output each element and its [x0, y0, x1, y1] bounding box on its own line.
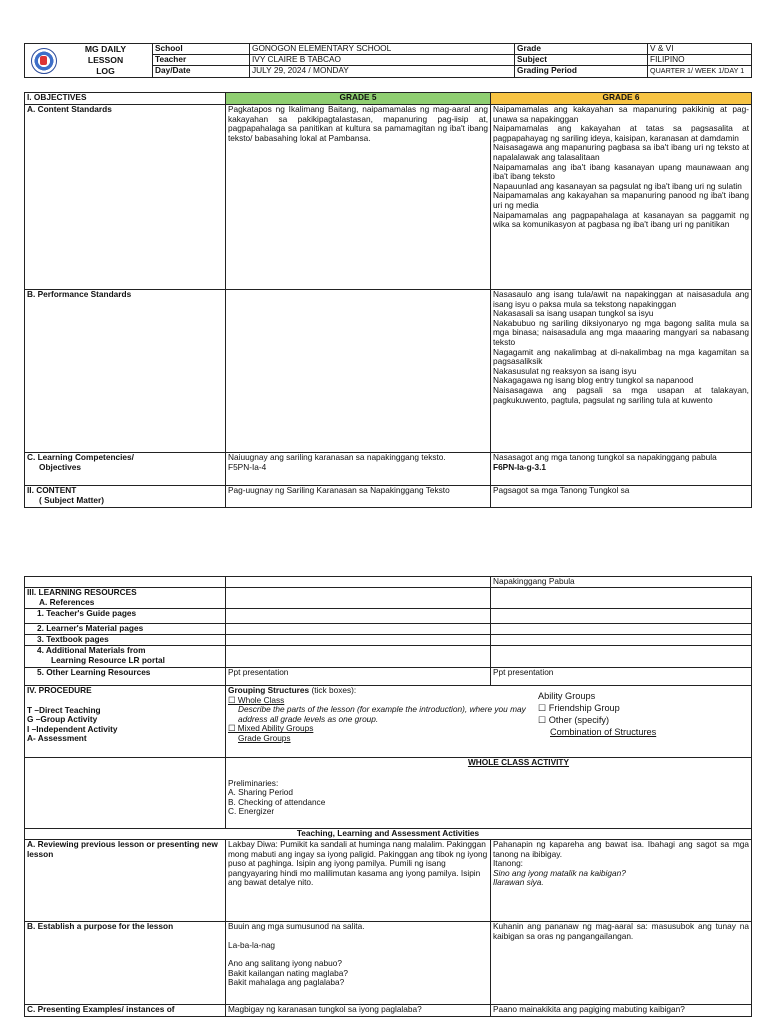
performance-g6-item: Nakagagawa ng isang blog entry tungkol sa napanood: [493, 375, 694, 386]
teacher-value: IVY CLAIRE B TABCAO: [250, 54, 515, 65]
grouping-note: (tick boxes):: [311, 685, 357, 695]
procedure-table: [24, 576, 752, 1017]
content-g6-item: Naisasagawa ang mapanuring pagbasa sa iba't ibang uri ng teksto at napalalawak ang talasalitaan: [493, 142, 749, 162]
purpose-g6: Kuhanin ang pananaw ng mag-aaral sa: masusubok ang tunay na kaibigan sa oras ng pangangailangan.: [491, 922, 752, 1005]
content-g6-item: Naipamamalas ang kakayahan at tatas sa pagsasalita at pagpapahayag ng sariling ideya, kaisipan, karanasan at damdamin: [493, 123, 749, 143]
objectives-table: [24, 92, 752, 508]
legend-item: G –Group Activity: [27, 714, 98, 725]
content-label-line1: II. CONTENT: [27, 485, 77, 495]
purpose-g5-line: La-ba-la-nag: [228, 939, 276, 950]
blank-cell: [491, 588, 752, 609]
review-g6-text: Pahanapin ng kapareha ang bawat isa. Ibahagi ang sagot sa mga tanong na ibibigay.: [493, 839, 749, 859]
objectives-heading: I. OBJECTIVES: [25, 93, 226, 105]
other-resources-g5: Ppt presentation: [226, 668, 491, 686]
date-value: JULY 29, 2024 / MONDAY: [250, 65, 515, 77]
deped-seal: [31, 46, 57, 74]
resources-heading-text: III. LEARNING RESOURCES: [27, 587, 137, 597]
additional-materials-label: [25, 646, 226, 668]
review-label: A. Reviewing previous lesson or presenting new lesson: [25, 840, 226, 922]
friendship-group-checkbox[interactable]: ☐ Friendship Group: [538, 703, 620, 713]
review-g6-question: Ilarawan siya.: [493, 877, 544, 888]
competencies-g6: [491, 453, 752, 486]
competencies-g5-text: Naiuugnay ang sariling karanasan sa napakinggang teksto.: [228, 452, 446, 462]
ability-groups-block: [538, 690, 656, 738]
review-g5: Lakbay Diwa: Pumikit ka sandali at huminga nang malalim. Pakinggan mong mabuti ang ingay sa iyong paligid. Pakinggan ang tibok ng iyong puso at paghinga. Isipin ang iyong pamilya. Pumili ng isang pangyayaring hindi mo malilimutan kasama ang iyong pamilya. Isipin ang bawat detalye nito.: [226, 840, 491, 922]
grade-groups-option[interactable]: Grade Groups: [238, 732, 291, 743]
references-label: A. References: [39, 596, 95, 607]
blank-cell: [226, 624, 491, 635]
blank-cell: [25, 577, 226, 588]
examples-g5: Magbigay ng karanasan tungkol sa iyong paglalaba?: [226, 1005, 491, 1017]
period-value: QUARTER 1/ WEEK 1/DAY 1: [648, 65, 752, 77]
grouping-structures-cell: [226, 686, 752, 758]
school-value: GONOGON ELEMENTARY SCHOOL: [250, 44, 515, 55]
subject-label: Subject: [515, 54, 648, 65]
procedure-heading-text: IV. PROCEDURE: [27, 685, 92, 695]
legend-item: A- Assessment: [27, 733, 87, 744]
blank-cell: [491, 646, 752, 668]
content-g6-item: Napauunlad ang kasanayan sa pagsulat ng iba't ibang uri ng sulatin: [493, 180, 742, 191]
performance-standards-g6: [491, 290, 752, 453]
competencies-label: [25, 453, 226, 486]
blank-cell: [226, 609, 491, 624]
review-g6-question: Sino ang iyong matalik na kaibigan?: [493, 867, 626, 878]
content-g6: Pagsagot sa mga Tanong Tungkol sa: [491, 486, 752, 508]
other-resources-g6: Ppt presentation: [491, 668, 752, 686]
ability-groups-label: Ability Groups: [538, 691, 596, 701]
competencies-g5: [226, 453, 491, 486]
lesson-log-header-table: [24, 43, 752, 78]
tla-heading: Teaching, Learning and Assessment Activities: [25, 829, 752, 840]
date-label: Day/Date: [153, 65, 250, 77]
textbook-label: 3. Textbook pages: [25, 635, 226, 646]
blank-cell: [491, 635, 752, 646]
combination-structures-option[interactable]: Combination of Structures: [550, 727, 657, 737]
additional-line1: 4. Additional Materials from: [37, 645, 146, 655]
content-label-line2: ( Subject Matter): [39, 494, 104, 505]
grouping-label: Grouping Structures: [228, 685, 310, 695]
competencies-label-line2: Objectives: [39, 461, 81, 472]
content-standards-g6: [491, 105, 752, 290]
grade-value: V & VI: [648, 44, 752, 55]
competencies-label-line1: C. Learning Competencies/: [27, 452, 134, 462]
performance-g6-item: Nakabubuo ng sariling diksiyonaryo ng mga bagong salita mula sa mga binasa; naisasadula ang mga maaaring mangyari sa nabasang teksto: [493, 317, 749, 347]
content-standards-g5: Pagkatapos ng Ikalimang Baitang, naipamamalas ng mag-aaral ang kakayahan sa pakikipagtalastasan, mapanuring pag-iisip at, pagpapahalaga sa panitikan at kultura sa pamamagitan ng iba't ibang teksto/ babasahing lokal at Pambansa.: [226, 105, 491, 290]
blank-cell: [491, 609, 752, 624]
preliminaries-item: Preliminaries:: [228, 777, 279, 788]
mixed-ability-checkbox[interactable]: ☐ Mixed Ability Groups: [228, 723, 314, 734]
learner-material-label: 2. Learner's Material pages: [25, 624, 226, 635]
content-g6-item: Naipamamalas ang iba't ibang kasanayan upang maunawaan ang iba't ibang teksto: [493, 161, 749, 182]
competencies-g6-code: F6PN-Ia-g-3.1: [493, 461, 547, 472]
content-g6-continued: Napakinggang Pabula: [491, 577, 752, 588]
purpose-g5-line: Bakit kailangan nating maglaba?: [228, 967, 348, 978]
teacher-guide-label: 1. Teacher's Guide pages: [25, 609, 226, 624]
purpose-g5: [226, 922, 491, 1005]
performance-g6-item: Naisasagawa ang pagsali sa mga usapan at talakayan, pagkukuwento, pagtula, pagsulat ng sariling tula at kuwento: [493, 384, 749, 405]
purpose-g5-line: Buuin ang mga sumusunod na salita.: [228, 921, 365, 931]
performance-g6-item: Nakasasali sa isang usapan tungkol sa isyu: [493, 308, 654, 319]
whole-class-activity-cell: [226, 758, 752, 829]
review-g6: [491, 840, 752, 922]
other-specify-checkbox[interactable]: ☐ Other (specify): [538, 715, 610, 725]
purpose-label: B. Establish a purpose for the lesson: [25, 922, 226, 1005]
blank-cell: [226, 588, 491, 609]
title-cell: [25, 44, 153, 78]
period-label: Grading Period: [515, 65, 648, 77]
preliminaries-item: B. Checking of attendance: [228, 796, 326, 807]
content-g5: Pag-uugnay ng Sariling Karanasan sa Napakinggang Teksto: [226, 486, 491, 508]
other-resources-label: 5. Other Learning Resources: [25, 668, 226, 686]
content-g6-item: Naipamamalas ang kakayahan sa mapanuring panood ng iba't ibang uri ng media: [493, 190, 749, 210]
content-standards-label: A. Content Standards: [25, 105, 226, 290]
performance-g6-item: Nakasusulat ng reaksyon sa isang isyu: [493, 365, 637, 376]
grade-label: Grade: [515, 44, 648, 55]
subject-value: FILIPINO: [648, 54, 752, 65]
content-g6-item: Naipamamalas ang kakayahan sa mapanuring pakikinig at pag-unawa sa napakinggan: [493, 104, 749, 124]
legend-item: I –Independent Activity: [27, 723, 118, 734]
blank-cell: [25, 758, 226, 829]
legend-item: T –Direct Teaching: [27, 704, 101, 715]
grade6-header: GRADE 6: [491, 93, 752, 105]
blank-cell: [491, 624, 752, 635]
competencies-g5-code: F5PN-Ia-4: [228, 461, 267, 472]
performance-g6-item: Nagagamit ang nakalimbag at di-nakalimbag na mga kagamitan sa pagsasaliksik: [493, 346, 749, 367]
blank-cell: [226, 646, 491, 668]
performance-standards-label: B. Performance Standards: [25, 290, 226, 453]
teacher-label: Teacher: [153, 54, 250, 65]
content-g6-item: Naipamamalas ang pagpapahalaga at kasanayan sa paggamit ng wika sa komunikasyon at pagbasa ng iba't ibang uri ng panitikan: [493, 209, 749, 230]
whole-class-description: Describe the parts of the lesson (for example the introduction), where you may address all grade levels as one group.: [238, 704, 526, 724]
preliminaries-item: A. Sharing Period: [228, 787, 294, 798]
content-label: [25, 486, 226, 508]
school-label: School: [153, 44, 250, 55]
additional-line2: Learning Resource LR portal: [51, 654, 165, 665]
review-g6-question-label: Itanong:: [493, 858, 523, 869]
blank-cell: [226, 577, 491, 588]
title-line-2: LESSON: [87, 55, 124, 65]
preliminaries-item: C. Energizer: [228, 806, 275, 817]
procedure-heading: [25, 686, 226, 758]
performance-g6-item: Nasasaulo ang isang tula/awit na napakinggan at naisasadula ang isang isyu o paksa mula sa tekstong napakinggan: [493, 289, 749, 309]
examples-label: C. Presenting Examples/ instances of: [25, 1005, 226, 1017]
title-line-1: MG DAILY: [84, 44, 127, 54]
whole-class-checkbox[interactable]: ☐ Whole Class: [228, 694, 285, 705]
whole-class-activity-heading: WHOLE CLASS ACTIVITY: [467, 757, 570, 767]
examples-g6: Paano mainakikita ang pagiging mabuting kaibigan?: [491, 1005, 752, 1017]
performance-standards-g5: [226, 290, 491, 453]
grade5-header: GRADE 5: [226, 93, 491, 105]
title-line-3: LOG: [96, 66, 115, 76]
purpose-g5-line: Ano ang salitang iyong nabuo?: [228, 958, 342, 969]
competencies-g6-text: Nasasagot ang mga tanong tungkol sa napakinggang pabula: [493, 452, 717, 462]
resources-heading: [25, 588, 226, 609]
blank-cell: [226, 635, 491, 646]
purpose-g5-line: Bakit mahalaga ang paglalaba?: [228, 977, 345, 988]
